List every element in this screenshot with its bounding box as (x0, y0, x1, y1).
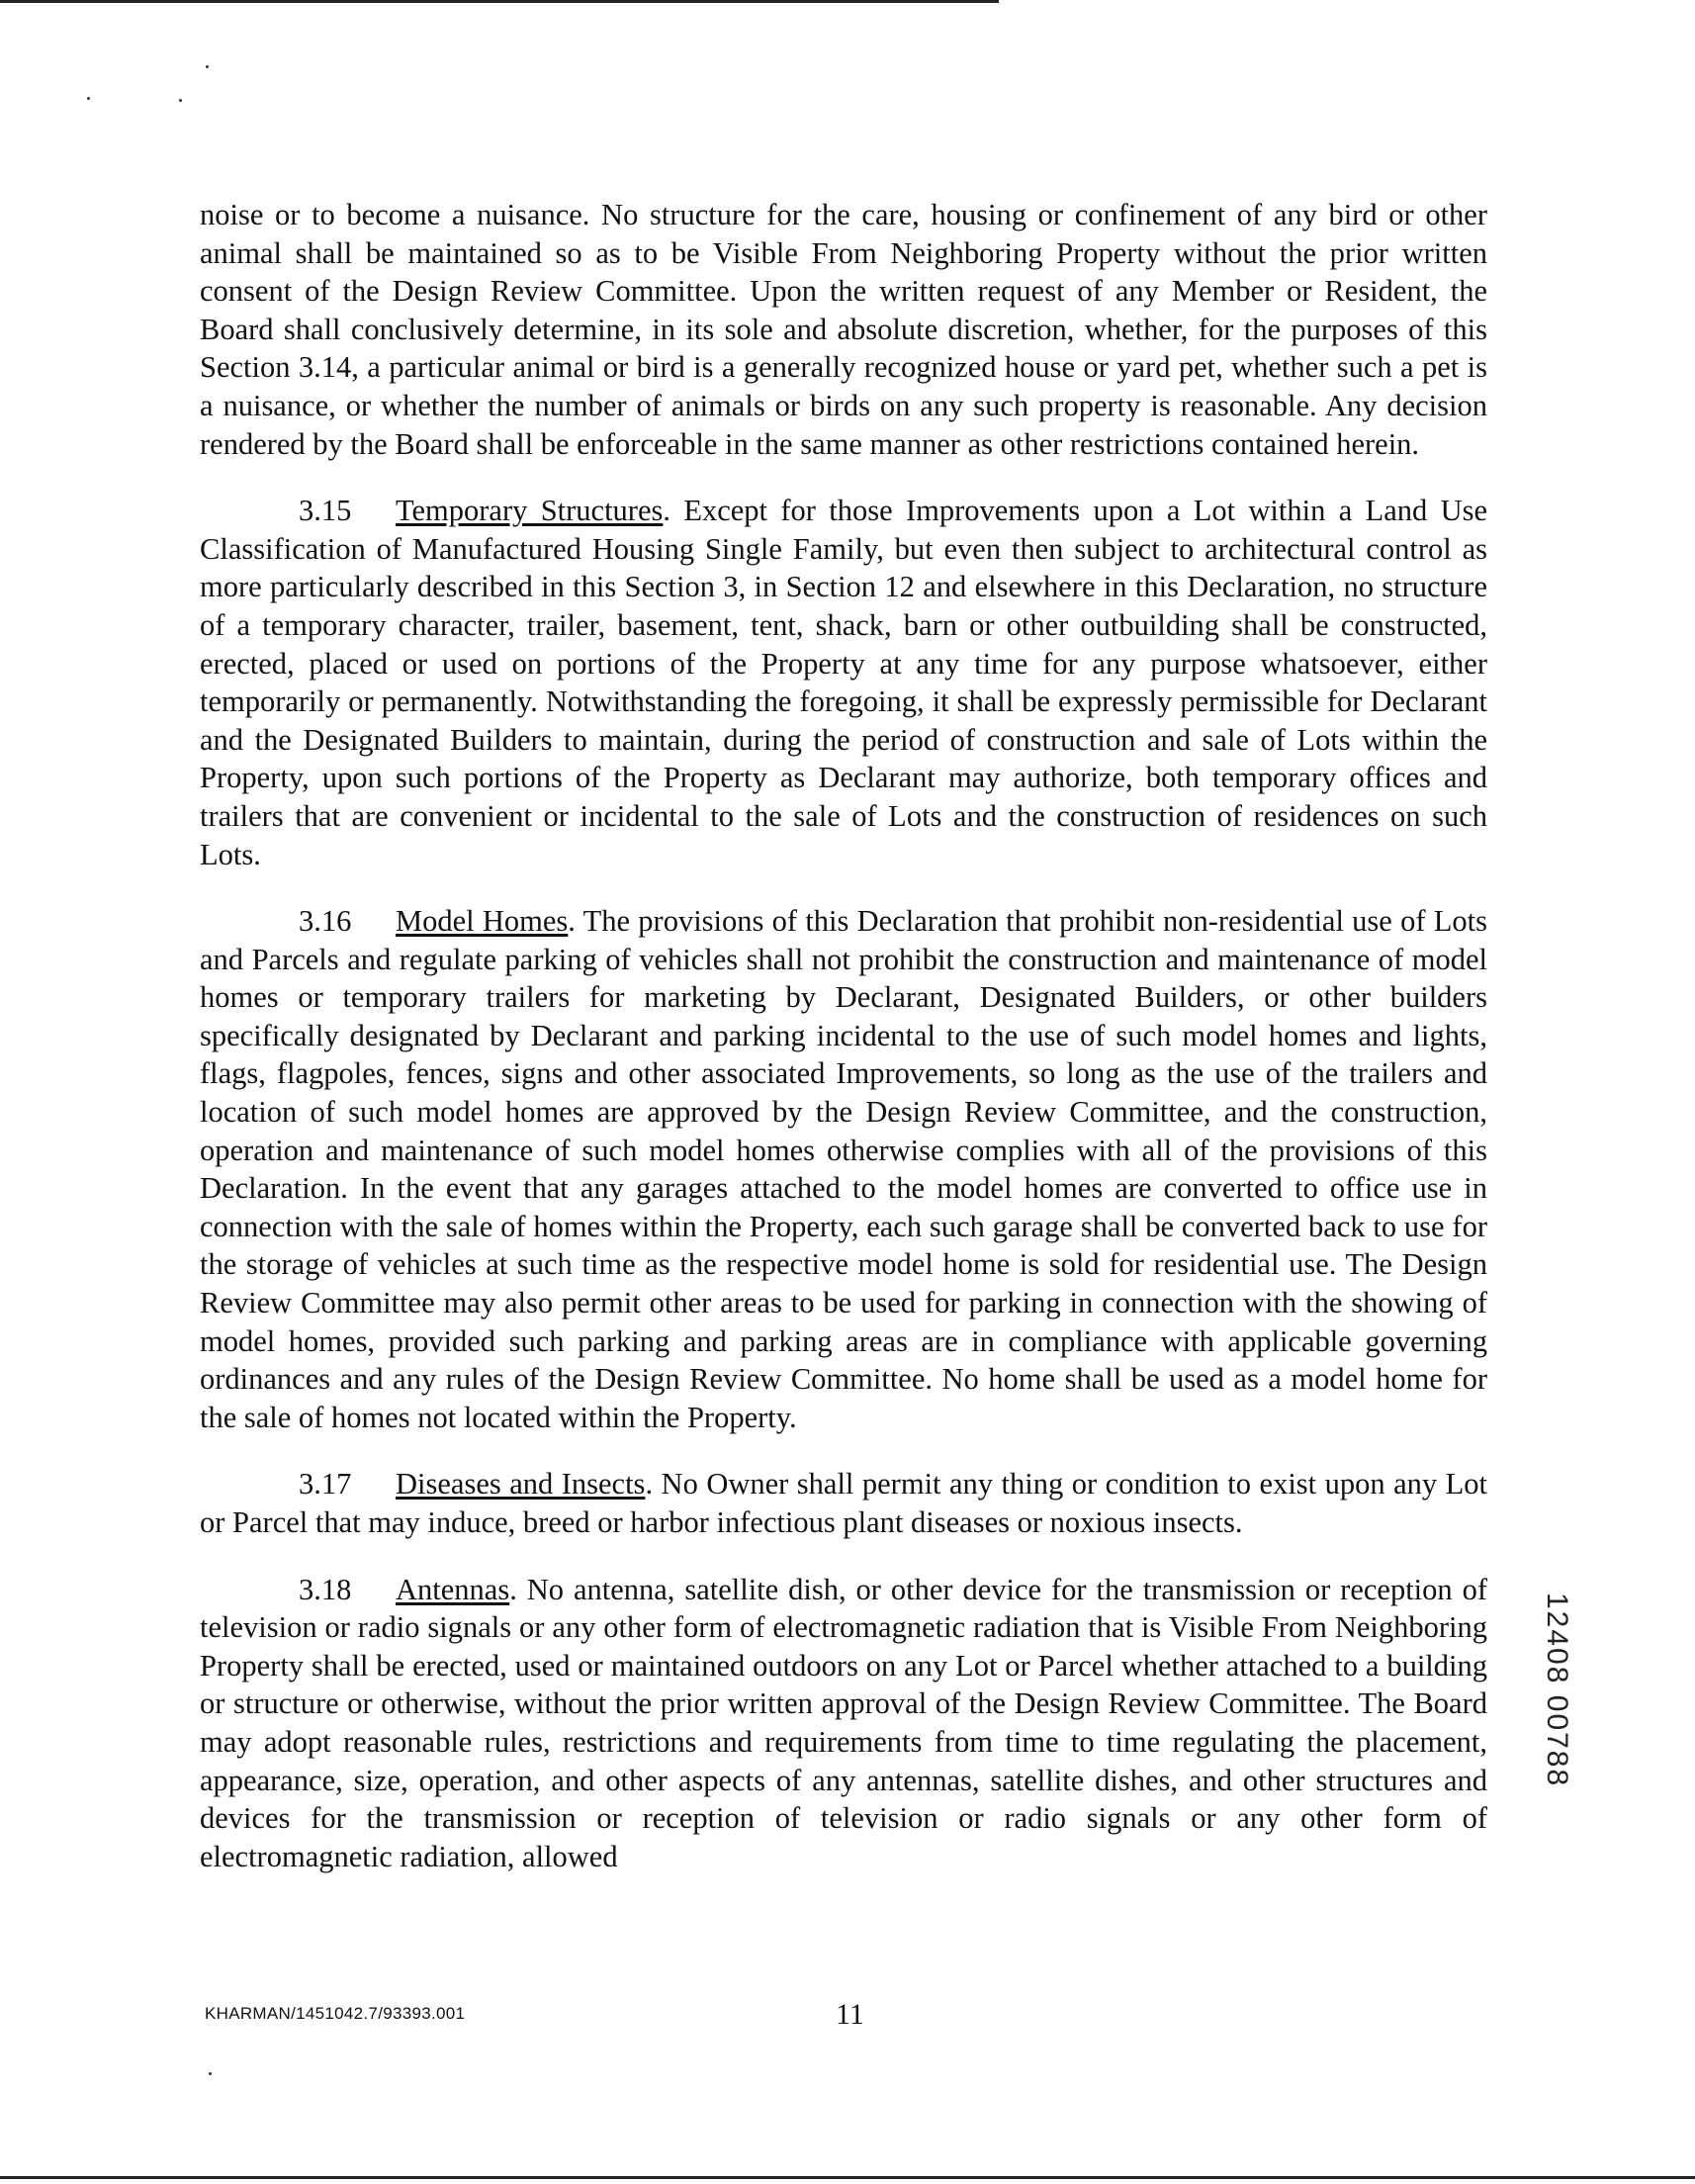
section-text: . Except for those Improvements upon a Lot within a Land Use Classification of Manufactured Housing Single Family, but even then subject to architectural control as more particularly described in this Section 3, in Section 12 and elsewhere in this Declaration, no structure of a temporary character, trailer, basement, tent, shack, barn or other outbuilding shall be constructed, erected, placed or used on portions of the Property at any time for any purpose whatsoever, either temporarily or permanently. Notwithstanding the foregoing, it shall be expressly permissible for Declarant and the Designated Builders to maintain, during the period of construction and sale of Lots within the Property, upon such portions of the Property as Declarant may authorize, both temporary offices and trailers that are convenient or incidental to the sale of Lots and the construction of residences on such Lots. (200, 494, 1488, 871)
section-heading: Model Homes (396, 904, 569, 939)
page-number: 11 (836, 1998, 864, 2031)
section-text: . The provisions of this Declaration that prohibit non-residential use of Lots and Parcels and regulate parking of vehicles shall not prohibit the construction and maintenance of model homes or temporary trailers for marketing by Declarant, Designated Builders, or other builders specifically designated by Declarant and parking incidental to the use of such model homes and lights, flags, flagpoles, fences, signs and other associated Improvements, so long as the use of the trailers and location of such model homes are approved by the Design Review Committee, and the construction, operation and maintenance of such model homes otherwise complies with all of the provisions of this Declaration. In the event that any garages attached to the model homes are converted to office use in connection with the sale of homes within the Property, each such garage shall be converted back to use for the storage of vehicles at such time as the respective model home is sold for residential use. The Design Review Committee may also permit other areas to be used for parking in connection with the showing of model homes, provided such parking and parking areas are in compliance with applicable governing ordinances and any rules of the Design Review Committee. No home shall be used as a model home for the sale of homes not located within the Property. (200, 904, 1487, 1434)
section-text: . No antenna, satellite dish, or other device for the transmission or reception of television or radio signals or any other form of electromagnetic radiation that is Visible From Neighboring Property shall be erected, used or maintained outdoors on any Lot or Parcel whether attached to a building or structure or otherwise, without the prior written approval of the Design Review Committee. The Board may adopt reasonable rules, restrictions and requirements from time to time regulating the placement, appearance, size, operation, and other aspects of any antennas, satellite dishes, and other structures and devices for the transmission or reception of television or radio signals or any other form of electromagnetic radiation, allowed (200, 1572, 1487, 1873)
section-3-17 (200, 1465, 1487, 1541)
continuation-paragraph (200, 196, 1487, 463)
scan-bottom-edge-line (0, 2176, 1695, 2179)
section-heading: Antennas (396, 1572, 510, 1606)
section-number: 3.18 (299, 1572, 352, 1606)
section-text: . No Owner shall permit any thing or condition to exist upon any Lot or Parcel that may induce, breed or harbor infectious plant diseases or noxious insects. (200, 1467, 1487, 1539)
section-heading: Diseases and Insects (396, 1467, 646, 1502)
paragraph-text: noise or to become a nuisance. No structure for the care, housing or confinement of any bird or other animal shall be maintained so as to be Visible From Neighboring Property without the prior written consent of the Design Review Committee. Upon the written request of any Member or Resident, the Board shall conclusively determine, in its sole and absolute discretion, whether, for the purposes of this Section 3.14, a particular animal or bird is a generally recognized house or yard pet, whether such a pet is a nuisance, or whether the number of animals or birds on any such property is reasonable. Any decision rendered by the Board shall be enforceable in the same manner as other restrictions contained herein. (200, 198, 1487, 461)
section-3-18 (200, 1571, 1487, 1876)
section-number: 3.17 (299, 1467, 352, 1502)
document-body (200, 196, 1487, 1875)
scan-speck (209, 2072, 212, 2075)
section-number: 3.15 (299, 494, 352, 528)
scan-speck (179, 99, 182, 102)
scan-speck (87, 97, 90, 100)
section-heading: Temporary Structures (396, 494, 664, 528)
bates-stamp: 12408 00788 (1541, 1592, 1573, 1788)
section-3-16 (200, 902, 1487, 1436)
section-3-15 (200, 492, 1487, 873)
section-number: 3.16 (299, 904, 352, 939)
footer-document-id: KHARMAN/1451042.7/93393.001 (205, 2004, 466, 2023)
scan-top-edge-line (0, 0, 999, 3)
scan-speck (206, 65, 209, 68)
